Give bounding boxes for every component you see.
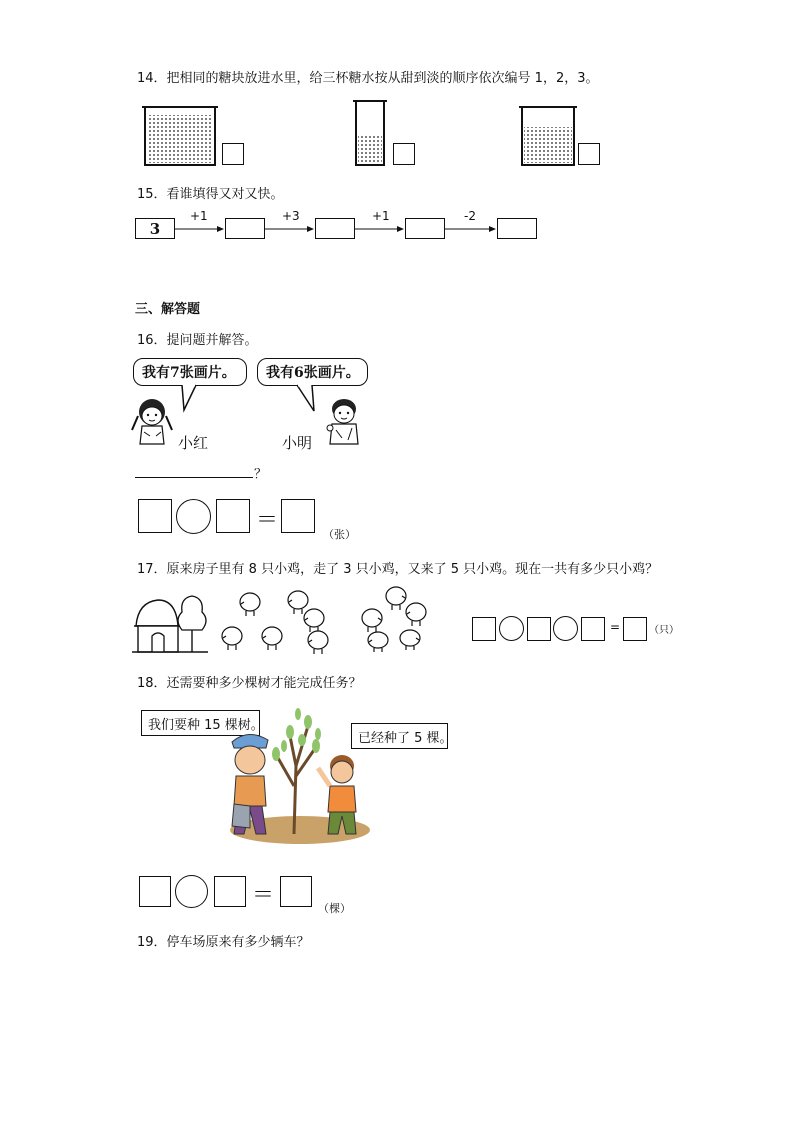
q16-bubble-left-text: 我有7张画片。 [142, 365, 236, 381]
q16-name-right: 小明 [282, 434, 313, 452]
q15-op-4: -2 [464, 209, 476, 223]
beaker-2-illustration [352, 99, 388, 167]
q16-number-box-1[interactable] [138, 499, 172, 533]
q18-bubble-left-text: 我们要种 15 棵树。 [148, 717, 264, 733]
q16-text: 16．提问题并解答。 [137, 333, 258, 348]
q17-result-box[interactable] [623, 617, 647, 641]
q15-start-box [135, 218, 175, 239]
q17-operator-circle-2[interactable] [553, 616, 578, 641]
q15-answer-box-2[interactable] [315, 218, 355, 239]
q16-bubble-right-text: 我有6张画片。 [266, 365, 360, 381]
q16-operator-circle[interactable] [176, 499, 211, 534]
chicks-walking-away-illustration [212, 588, 336, 662]
q15-op-1: +1 [190, 209, 208, 223]
q16-question-blank[interactable] [135, 477, 253, 478]
q17-number-box-2[interactable] [527, 617, 551, 641]
q16-question-mark: ？ [254, 467, 268, 482]
q14-answer-box-1[interactable] [222, 143, 244, 165]
house-illustration [132, 590, 210, 654]
q16-bubble-right [257, 358, 368, 386]
q15-answer-box-3[interactable] [405, 218, 445, 239]
q16-number-box-2[interactable] [216, 499, 250, 533]
section-title: 三、解答题 [135, 302, 201, 317]
q17-number-box-3[interactable] [581, 617, 605, 641]
q16-bubble-left [133, 358, 247, 386]
q18-number-box-1[interactable] [139, 876, 171, 907]
q17-unit: （只） [649, 625, 679, 636]
q15-answer-box-1[interactable] [225, 218, 265, 239]
q15-answer-box-4[interactable] [497, 218, 537, 239]
q16-name-left: 小红 [178, 434, 209, 452]
q18-operator-circle[interactable] [175, 875, 208, 908]
q14-answer-box-2[interactable] [393, 143, 415, 165]
q18-text: 18．还需要种多少棵树才能完成任务？ [137, 676, 362, 691]
q18-bubble-right-text: 已经种了 5 棵。 [358, 730, 453, 746]
q17-equals-sign: = [610, 620, 621, 634]
q15-start-value: 3 [149, 219, 161, 238]
q17-number-box-1[interactable] [472, 617, 496, 641]
tree-planting-illustration [218, 706, 380, 848]
arrow-4-icon [445, 223, 497, 235]
q16-bubble-right-tail [294, 384, 318, 414]
q18-result-box[interactable] [280, 876, 312, 907]
beaker-1-illustration [140, 105, 220, 167]
girl-xiaohong-illustration [128, 396, 176, 448]
q17-operator-circle-1[interactable] [499, 616, 524, 641]
q19-text: 19．停车场原来有多少辆车？ [137, 935, 310, 950]
q16-equals-sign: ＝ [256, 508, 279, 533]
chicks-arriving-illustration [354, 582, 434, 656]
arrow-2-icon [265, 223, 315, 235]
q15-text: 15．看谁填得又对又快。 [137, 187, 284, 202]
arrow-1-icon [175, 223, 225, 235]
beaker-3-illustration [518, 105, 578, 167]
q15-op-3: +1 [372, 209, 390, 223]
boy-xiaoming-illustration [322, 396, 366, 448]
q18-unit: （棵） [318, 902, 351, 915]
q14-answer-box-3[interactable] [578, 143, 600, 165]
q16-bubble-left-tail [180, 384, 200, 412]
arrow-3-icon [355, 223, 405, 235]
q18-equals-sign: ＝ [252, 883, 275, 908]
q17-text: 17．原来房子里有 8 只小鸡，走了 3 只小鸡，又来了 5 只小鸡。现在一共有多少只小鸡？ [137, 562, 659, 577]
q18-number-box-2[interactable] [214, 876, 246, 907]
q16-unit: （张） [323, 528, 356, 541]
q15-op-2: +3 [282, 209, 300, 223]
q16-result-box[interactable] [281, 499, 315, 533]
q14-text: 14．把相同的糖块放进水里，给三杯糖水按从甜到淡的顺序依次编号 1，2，3。 [137, 71, 599, 86]
